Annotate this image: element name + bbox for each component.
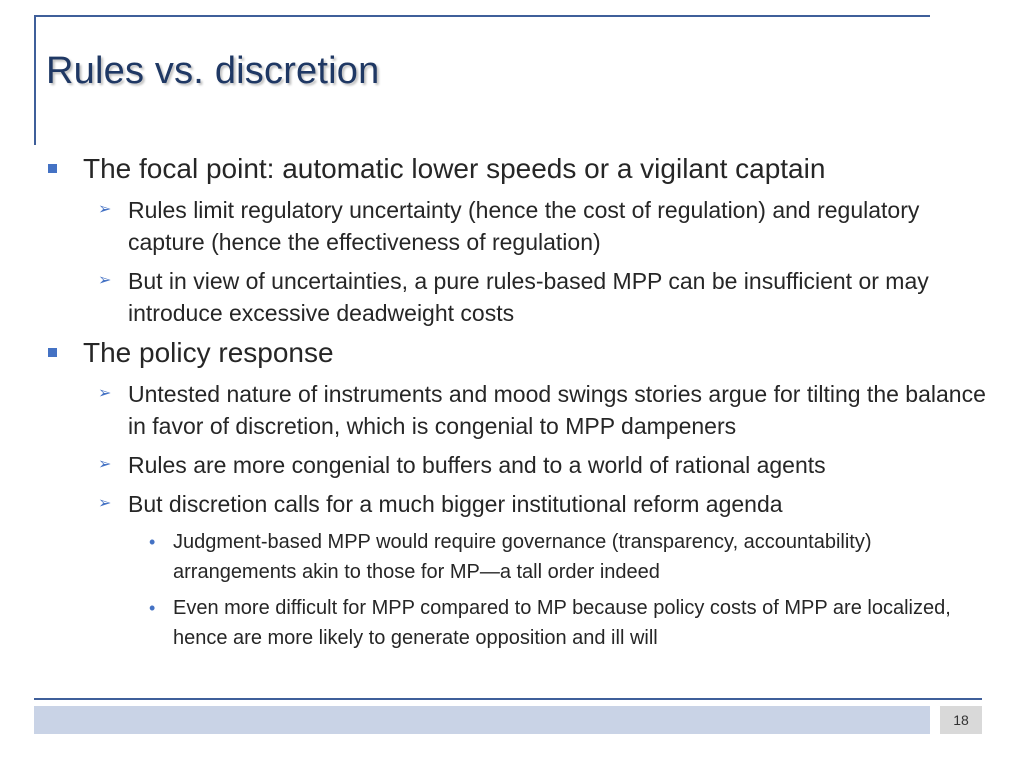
dot-bullet-icon: • [149, 598, 156, 618]
footer-bar [34, 706, 930, 734]
arrow-bullet-icon: ➢ [98, 456, 112, 473]
bullet-level2 [98, 194, 988, 258]
bullet-level2 [98, 265, 988, 329]
arrow-bullet-icon: ➢ [98, 272, 112, 289]
bullet-level1 [48, 152, 998, 186]
bullet-text: Untested nature of instruments and mood swings stories argue for tilting the balance in favor of discretion, which is congenial to MPP dampeners [128, 381, 986, 439]
arrow-bullet-icon: ➢ [98, 201, 112, 218]
bullet-text: The policy response [83, 337, 334, 368]
footer-line [34, 698, 982, 700]
bullet-text: Rules limit regulatory uncertainty (hence the cost of regulation) and regulatory capture (hence the effectiveness of regulation) [128, 197, 920, 255]
slide-body [48, 152, 998, 659]
bullet-text: But in view of uncertainties, a pure rules-based MPP can be insufficient or may introduce excessive deadweight costs [128, 268, 929, 326]
arrow-bullet-icon: ➢ [98, 495, 112, 512]
bullet-level2 [98, 488, 988, 520]
slide-title: Rules vs. discretion [46, 50, 380, 92]
page-number: 18 [940, 706, 982, 734]
arrow-bullet-icon: ➢ [98, 385, 112, 402]
bullet-text: The focal point: automatic lower speeds or a vigilant captain [83, 153, 826, 184]
square-bullet-icon [48, 164, 57, 173]
bullet-text: But discretion calls for a much bigger institutional reform agenda [128, 491, 783, 517]
bullet-level1 [48, 336, 998, 370]
bullet-level2 [98, 378, 988, 442]
dot-bullet-icon: • [149, 532, 156, 552]
bullet-level2 [98, 449, 988, 481]
left-frame-line [34, 15, 36, 145]
bullet-text: Judgment-based MPP would require governance (transparency, accountability) arrangements akin to those for MP—a tall order indeed [173, 531, 872, 583]
bullet-level3 [149, 527, 993, 587]
top-frame-line [34, 15, 930, 17]
square-bullet-icon [48, 348, 57, 357]
bullet-level3 [149, 593, 993, 653]
bullet-text: Rules are more congenial to buffers and to a world of rational agents [128, 452, 826, 478]
bullet-text: Even more difficult for MPP compared to MP because policy costs of MPP are localized, hence are more likely to generate opposition and ill will [173, 597, 951, 649]
